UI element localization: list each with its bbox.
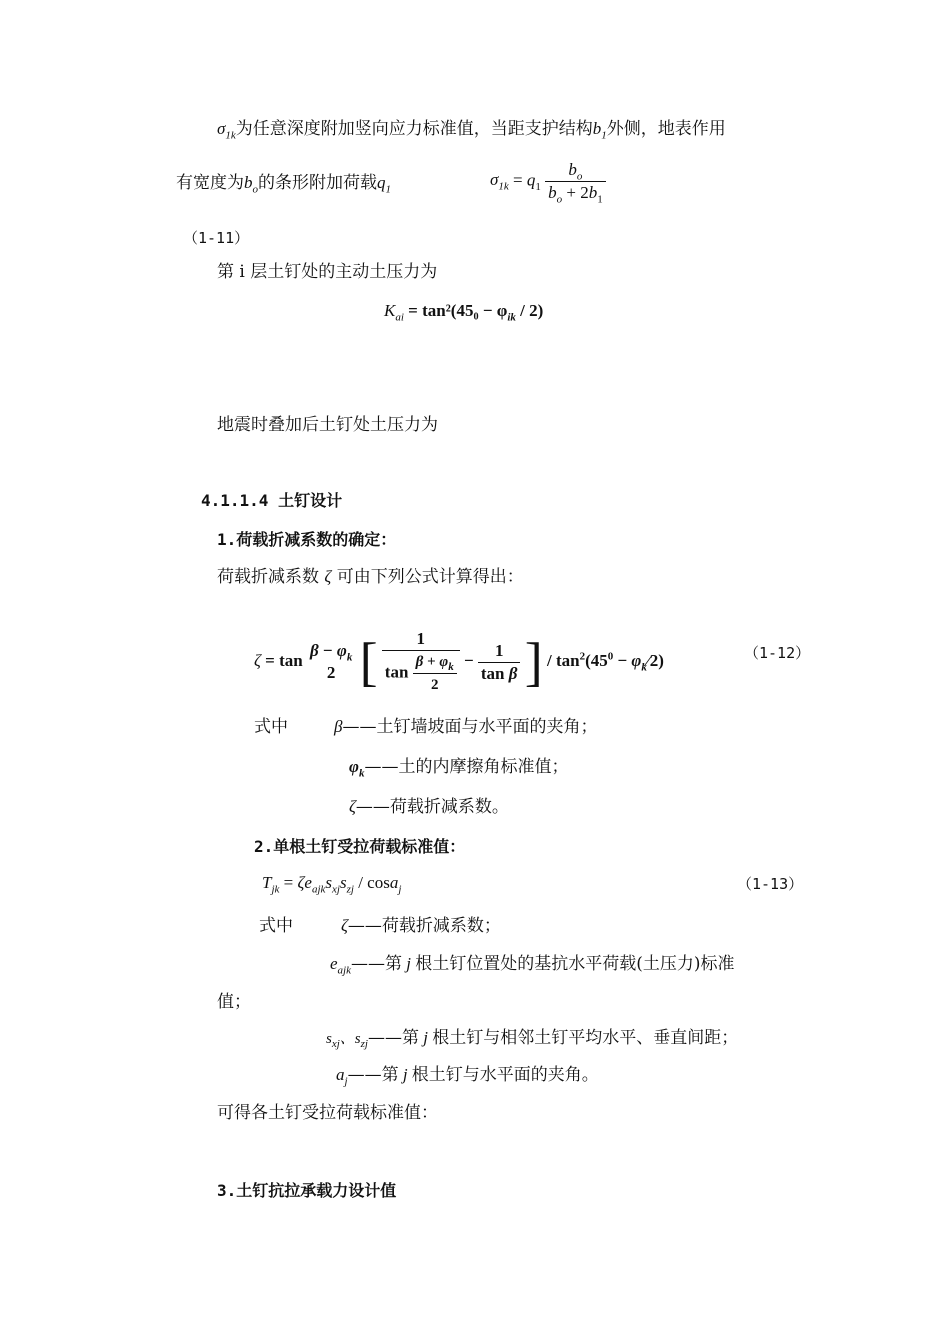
para1-line2-text: 有宽度为 bbox=[176, 173, 244, 193]
subsection-2-heading: 2.单根土钉受拉荷载标准值： bbox=[254, 837, 466, 856]
sub1-desc-pre: 荷载折减系数 bbox=[217, 567, 319, 587]
section-heading: 4.1.1.4 土钉设计 bbox=[201, 491, 343, 510]
bo-symbol: $b_o$ bbox=[244, 173, 258, 196]
def2-s: $s_{xj}$、$s_{zj}——$第 j 根土钉与相邻土钉平均水平、垂直间距； bbox=[326, 1028, 739, 1050]
fraction-bo-over-sum: $\frac{b_o}{b_o + 2b_1}$ bbox=[545, 159, 606, 204]
def-phi: $\varphi_k——$土的内摩擦角标准值； bbox=[349, 757, 569, 780]
def2-a-tail: 根土钉与水平面的夹角。 bbox=[411, 1065, 599, 1085]
sub1-desc-post: 可由下列公式计算得出： bbox=[336, 567, 524, 587]
para1-line1 bbox=[217, 118, 726, 140]
def2-a-text: ——第 bbox=[347, 1065, 399, 1085]
para1-line1-text: 为任意深度附加竖向应力标准值，当距支护结构 bbox=[235, 119, 593, 139]
def-beta: β——土钉墙坡面与水平面的夹角； bbox=[334, 717, 598, 737]
para1-line2-tail: 的条形附加荷载 bbox=[258, 173, 377, 193]
equation-number-1-12: （1-12） bbox=[744, 644, 811, 662]
equation-sigma-1k: $\sigma_{1k} = q_1$ $\frac{b_o}{b_o + 2b_1}$ bbox=[490, 159, 606, 204]
def2-s-tail: 根土钉与相邻土钉平均水平、垂直间距； bbox=[432, 1028, 739, 1048]
b1-symbol: $b_1$ bbox=[592, 119, 607, 142]
def2-e-tail: 根土钉位置处的基抗水平荷载(土压力)标准 bbox=[415, 954, 735, 974]
subsection-3-heading: 3.土钉抗拉承载力设计值 bbox=[217, 1181, 397, 1200]
equation-number-1-13: （1-13） bbox=[737, 875, 804, 893]
def-beta-text: ——土钉墙坡面与水平面的夹角； bbox=[342, 717, 598, 737]
where-label-1: 式中 bbox=[254, 717, 288, 737]
def-zeta: ζ——荷载折减系数。 bbox=[349, 797, 509, 817]
def-phi-text: ——土的内摩擦角标准值； bbox=[364, 757, 569, 777]
equation-tjk: $T_{jk} = \zeta e_{ajk}s_{xj}s_{zj} / \cos a_j$ bbox=[262, 873, 402, 896]
equation-number-1-11: （1-11） bbox=[183, 229, 250, 247]
para1-line1-tail: 外侧，地表作用 bbox=[606, 119, 726, 139]
para1-line2 bbox=[176, 172, 391, 194]
def2-e: $e_{ajk}——$第 j 根土钉位置处的基抗水平荷载(土压力)标准 bbox=[330, 954, 735, 977]
def2-s-text: ——第 bbox=[367, 1028, 419, 1048]
def2-zeta-text: ——荷载折减系数； bbox=[347, 916, 501, 936]
def2-e-continuation: 值； bbox=[217, 992, 251, 1012]
sub1-description bbox=[217, 566, 524, 588]
kai-expr: tan²(45₀ − φ bbox=[422, 301, 508, 320]
para3-text: 地震时叠加后土钉处土压力为 bbox=[217, 415, 438, 435]
q1-symbol: $q_1$ bbox=[377, 173, 391, 196]
sigma-1k-symbol: $\sigma_{1k}$ bbox=[217, 119, 236, 142]
def2-e-text: ——第 bbox=[351, 954, 402, 974]
def-zeta-text: ——荷载折减系数。 bbox=[355, 797, 509, 817]
where-label-2: 式中 bbox=[259, 916, 293, 936]
equation-zeta: ζ = tan $\beta - \varphi_k$ 2 [ 1 tan $\frac{\beta + \varphi_k}{2}$ − $\frac{1}{\text{tan β}}$ ] / $\tan^2(45^0$ − $\varphi_k⁄2$) bbox=[254, 628, 664, 696]
def2-zeta: ζ——荷载折减系数； bbox=[341, 916, 501, 936]
subsection-1-heading: 1.荷载折减系数的确定： bbox=[217, 530, 397, 549]
equation-kai: $K_{ai} = \tan^2(45_0 - \varphi_{ik} / 2)$ bbox=[384, 301, 544, 324]
result-text: 可得各土钉受拉荷载标准值： bbox=[217, 1103, 438, 1123]
def2-a: $a_j——$第 j 根土钉与水平面的夹角。 bbox=[336, 1065, 599, 1088]
para2-text: 第 i 层土钉处的主动土压力为 bbox=[217, 262, 438, 282]
zeta-symbol: ζ bbox=[324, 567, 332, 586]
